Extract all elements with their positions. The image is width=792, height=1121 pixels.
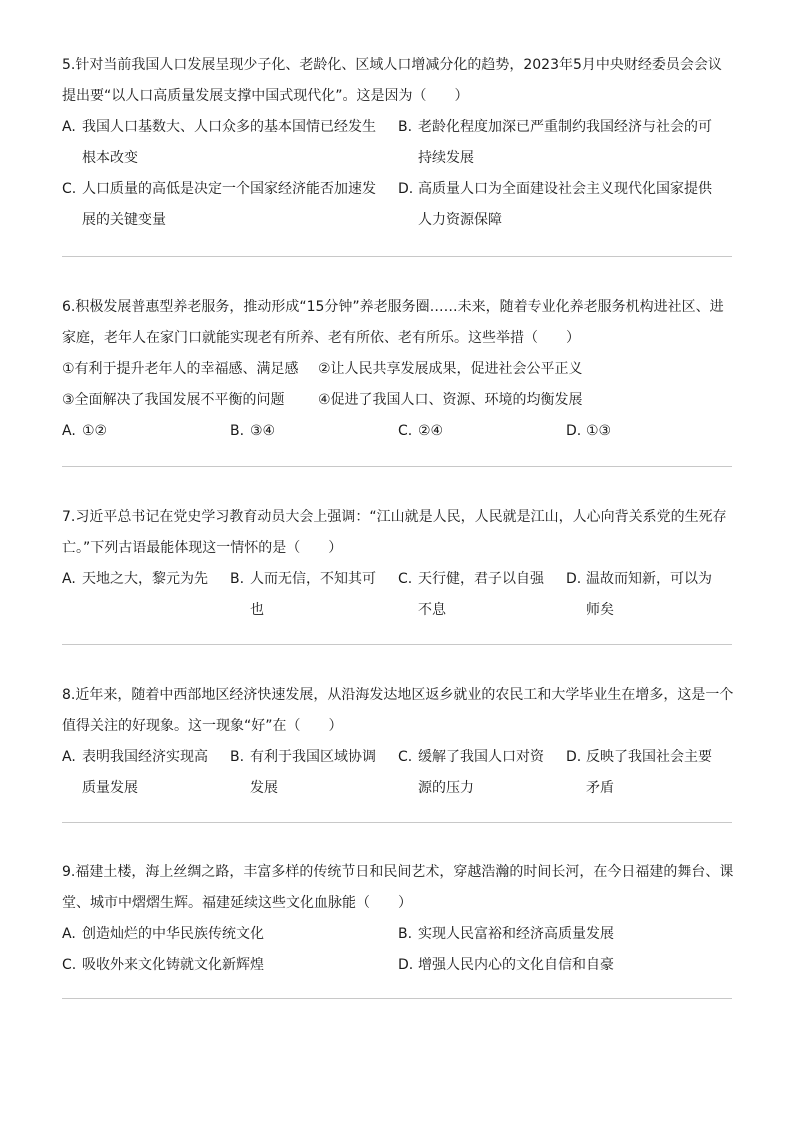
divider <box>62 256 732 257</box>
option-label: C. <box>398 423 413 439</box>
option-row <box>62 919 734 950</box>
option-row <box>62 742 734 804</box>
question-stem: 6.积极发展普惠型养老服务，推动形成“15分钟”养老服务圈……未来，随着专业化养老服务机构进社区、进家庭，老年人在家门口就能实现老有所养、老有所依、老有所乐。这些举措（ ） <box>62 299 724 346</box>
option-label: D. <box>566 571 582 587</box>
option-label: B. <box>230 423 245 439</box>
option-text: 吸收外来文化铸就文化新辉煌 <box>82 957 264 973</box>
option-text: 人口质量的高低是决定一个国家经济能否加速发展的关键变量 <box>82 181 376 228</box>
option-d[interactable] <box>566 742 734 804</box>
option-text: 反映了我国社会主要矛盾 <box>586 749 712 796</box>
option-b[interactable] <box>230 742 398 804</box>
option-text: ①② <box>82 423 108 439</box>
question-9 <box>62 857 734 981</box>
option-a[interactable] <box>62 564 230 626</box>
option-row <box>62 112 734 174</box>
option-label: A. <box>62 571 76 587</box>
statement-1: ①有利于提升老年人的幸福感、满足感 <box>62 361 299 377</box>
option-d[interactable] <box>566 416 734 447</box>
option-text: 表明我国经济实现高质量发展 <box>82 749 208 796</box>
question-stem: 5.针对当前我国人口发展呈现少子化、老龄化、区域人口增减分化的趋势，2023年5月中央财经委员会会议提出要“以人口高质量发展支撑中国式现代化”。这是因为（ ） <box>62 57 722 104</box>
statement-row <box>62 354 734 385</box>
option-label: D. <box>566 423 582 439</box>
option-c[interactable] <box>62 950 398 981</box>
option-text: 人而无信，不知其可也 <box>250 571 376 618</box>
option-label: B. <box>398 119 413 135</box>
question-7 <box>62 502 734 626</box>
statement-3: ③全面解决了我国发展不平衡的问题 <box>62 392 285 408</box>
option-text: ③④ <box>250 423 276 439</box>
option-label: B. <box>230 571 245 587</box>
option-row <box>62 564 734 626</box>
option-row <box>62 416 734 447</box>
option-d[interactable] <box>566 564 734 626</box>
option-b[interactable] <box>398 112 734 174</box>
option-label: B. <box>398 926 413 942</box>
question-stem: 7.习近平总书记在党史学习教育动员大会上强调：“江山就是人民，人民就是江山，人心向背关系党的生死存亡。”下列古语最能体现这一情怀的是（ ） <box>62 509 727 556</box>
option-text: 高质量人口为全面建设社会主义现代化国家提供人力资源保障 <box>418 181 712 228</box>
option-c[interactable] <box>398 564 566 626</box>
divider <box>62 998 732 999</box>
option-d[interactable] <box>398 950 734 981</box>
option-label: C. <box>62 181 77 197</box>
option-a[interactable] <box>62 416 230 447</box>
option-label: C. <box>62 957 77 973</box>
option-d[interactable] <box>398 174 734 236</box>
option-text: 创造灿烂的中华民族传统文化 <box>82 926 264 942</box>
statement-row <box>62 385 734 416</box>
question-stem: 9.福建土楼，海上丝绸之路，丰富多样的传统节日和民间艺术，穿越浩瀚的时间长河，在今日福建的舞台、课堂、城市中熠熠生辉。福建延续这些文化血脉能（ ） <box>62 864 734 911</box>
question-8 <box>62 680 734 804</box>
divider <box>62 466 732 467</box>
option-row <box>62 950 734 981</box>
option-text: 温故而知新，可以为师矣 <box>586 571 712 618</box>
question-6 <box>62 292 734 447</box>
statement-4: ④促进了我国人口、资源、环境的均衡发展 <box>318 392 583 408</box>
question-5 <box>62 50 734 236</box>
statement-2: ②让人民共享发展成果，促进社会公平正义 <box>318 361 583 377</box>
option-label: D. <box>566 749 582 765</box>
option-row <box>62 174 734 236</box>
question-stem: 8.近年来，随着中西部地区经济快速发展，从沿海发达地区返乡就业的农民工和大学毕业生在增多，这是一个值得关注的好现象。这一现象“好”在（ ） <box>62 687 734 734</box>
option-label: A. <box>62 926 76 942</box>
option-text: 天地之大，黎元为先 <box>82 571 208 587</box>
option-a[interactable] <box>62 742 230 804</box>
option-label: C. <box>398 571 413 587</box>
option-text: 实现人民富裕和经济高质量发展 <box>418 926 614 942</box>
divider <box>62 822 732 823</box>
option-c[interactable] <box>398 742 566 804</box>
option-text: ②④ <box>418 423 444 439</box>
option-b[interactable] <box>398 919 734 950</box>
option-text: ①③ <box>586 423 612 439</box>
option-label: D. <box>398 957 414 973</box>
option-a[interactable] <box>62 112 398 174</box>
option-label: B. <box>230 749 245 765</box>
option-text: 天行健，君子以自强不息 <box>418 571 544 618</box>
option-label: A. <box>62 423 76 439</box>
option-text: 增强人民内心的文化自信和自豪 <box>418 957 614 973</box>
option-text: 我国人口基数大、人口众多的基本国情已经发生根本改变 <box>82 119 376 166</box>
option-b[interactable] <box>230 416 398 447</box>
option-text: 缓解了我国人口对资源的压力 <box>418 749 544 796</box>
option-c[interactable] <box>398 416 566 447</box>
option-a[interactable] <box>62 919 398 950</box>
option-b[interactable] <box>230 564 398 626</box>
option-label: A. <box>62 119 76 135</box>
divider <box>62 644 732 645</box>
option-label: C. <box>398 749 413 765</box>
option-label: A. <box>62 749 76 765</box>
option-label: D. <box>398 181 414 197</box>
option-c[interactable] <box>62 174 398 236</box>
option-text: 老龄化程度加深已严重制约我国经济与社会的可持续发展 <box>418 119 712 166</box>
option-text: 有利于我国区域协调发展 <box>250 749 376 796</box>
